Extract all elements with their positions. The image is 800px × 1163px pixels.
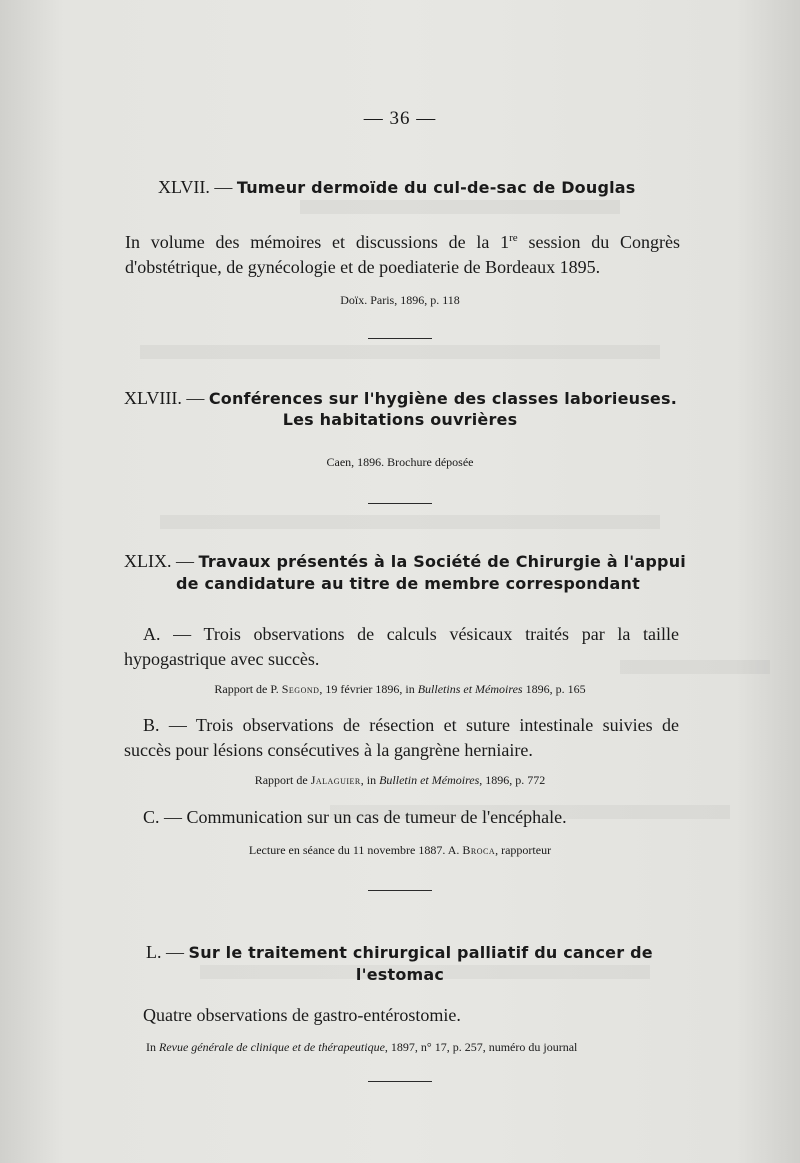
item-b [124,713,679,763]
reference-line: Doïx. Paris, 1896, p. 118 [340,293,460,307]
body-text: Quatre observations de gastro-entérostomie. [143,1005,461,1025]
reference-line: Rapport de Jalaguier, in Bulletin et Mémoires, 1896, p. 772 [254,773,546,787]
reference-line: Lecture en séance du 11 novembre 1887. A. Broca, rapporteur [248,843,552,857]
divider [368,503,432,504]
item-c [143,805,683,830]
section-number: XLVII. — [158,177,233,197]
section-title: Les habitations ouvrières [282,410,518,429]
divider [368,338,432,339]
item-text: A. — Trois observations de calculs vésicaux traités par la taille hypogastrique avec succès. [124,624,679,669]
item-text: B. — Trois observations de résection et suture intestinale suivies de succès pour lésions consécutives à la gangrène herniaire. [124,715,679,760]
page-number: — 36 — [363,108,437,129]
body-text: session du Congrès d'obstétrique, de gynécologie et de poediaterie de Bordeaux 1895. [125,232,680,277]
show-through-texture [160,515,660,529]
show-through-texture [300,200,620,214]
section-heading [158,176,658,199]
section-heading [146,941,686,964]
item-a [124,622,679,672]
section-heading [124,387,694,410]
journal-title: Bulletin et Mémoires [379,773,480,787]
section-heading-line2 [176,572,696,595]
journal-title: Revue générale de clinique et de thérapeutique [159,1040,385,1054]
section-title: de candidature au titre de membre correspondant [176,574,640,593]
section-body [143,1003,683,1028]
reference-line: Caen, 1896. Brochure déposée [326,455,474,469]
reference-line: Rapport de P. Segond, 19 février 1896, in Bulletins et Mémoires 1896, p. 165 [214,682,586,696]
item-text: C. — Communication sur un cas de tumeur de l'encéphale. [143,807,567,827]
section-number: XLVIII. — [124,388,205,408]
section-heading-line2 [0,963,800,986]
author-name: Segond [281,682,320,696]
section-number: L. — [146,942,184,962]
section-number: XLIX. — [124,551,194,571]
section-title: Tumeur dermoïde du cul-de-sac de Douglas [236,178,636,197]
divider [368,1081,432,1082]
body-text: In volume des mémoires et discussions de la 1 [125,232,510,252]
divider [368,890,432,891]
section-title: l'estomac [355,965,445,984]
section-body [125,226,680,280]
journal-title: Bulletins et Mémoires [417,682,523,696]
author-name: Jalaguier [310,773,361,787]
section-title: Travaux présentés à la Société de Chirurgie à l'appui [198,552,686,571]
section-heading-line2 [0,408,800,431]
reference-line: In Revue générale de clinique et de thérapeutique, 1897, n° 17, p. 257, numéro du journal [146,1040,578,1054]
section-title: Conférences sur l'hygiène des classes laborieuses. [208,389,677,408]
section-title: Sur le traitement chirurgical palliatif du cancer de [188,943,653,962]
section-heading [124,550,704,573]
show-through-texture [140,345,660,359]
author-name: Broca [462,843,496,857]
superscript: re [509,232,518,244]
